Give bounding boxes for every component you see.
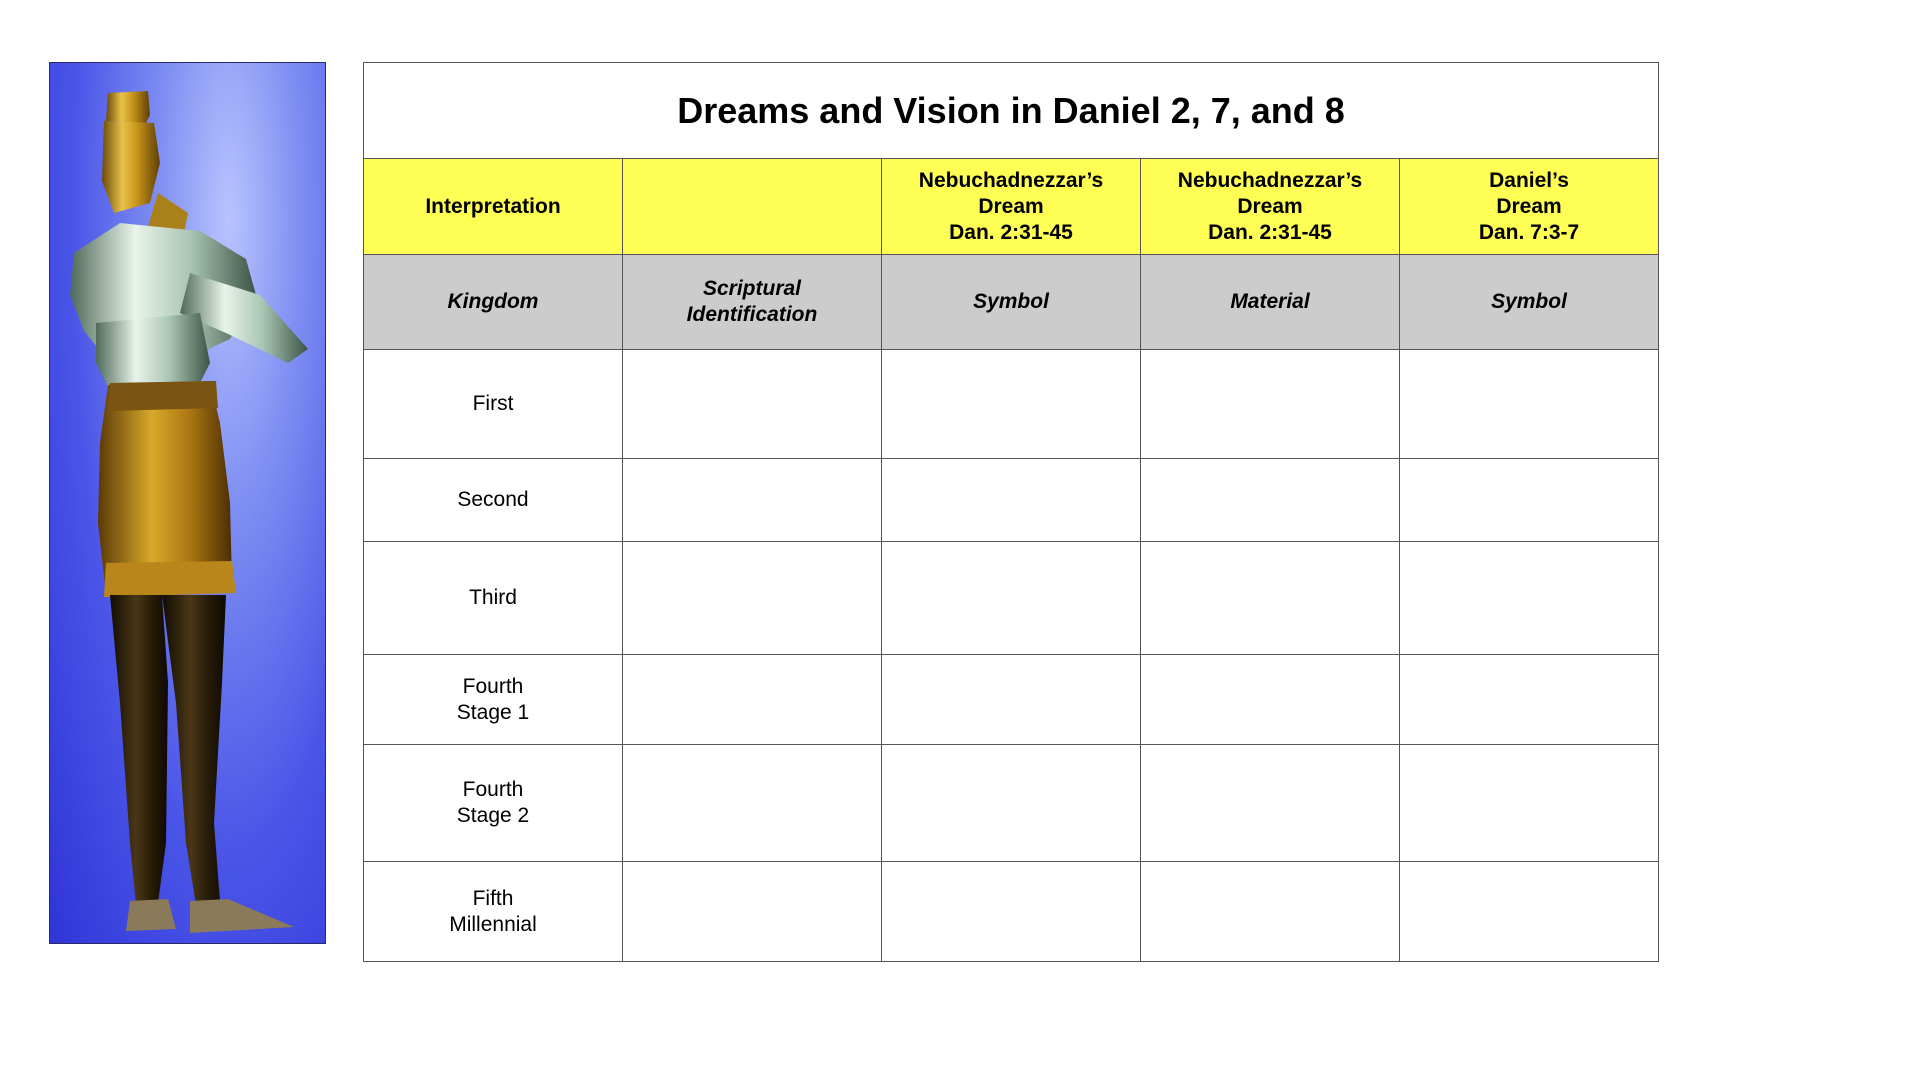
category-header-cell <box>1400 255 1659 350</box>
cell-text-line: Material <box>1230 290 1310 313</box>
statue-image <box>49 62 326 944</box>
kingdom-label-cell <box>364 655 623 745</box>
source-header-cell <box>1141 159 1400 255</box>
cell-text-line: Scriptural <box>702 277 802 300</box>
kingdom-label-cell <box>364 350 623 459</box>
cell-text-line: Fifth <box>472 886 514 910</box>
answer-cell[interactable] <box>1141 745 1400 862</box>
table-row <box>364 745 1659 862</box>
answer-cell[interactable] <box>623 655 882 745</box>
answer-cell[interactable] <box>1400 862 1659 962</box>
source-header-cell <box>623 159 882 255</box>
category-header-cell <box>623 255 882 350</box>
answer-cell[interactable] <box>1141 862 1400 962</box>
source-header-cell <box>882 159 1141 255</box>
daniel-dreams-table <box>363 62 1659 962</box>
cell-text-line: Kingdom <box>447 290 539 313</box>
cell-text-line: Dan. 7:3-7 <box>1478 220 1580 244</box>
cell-text-line: Fourth <box>462 778 524 801</box>
cell-text-line: Identification <box>686 303 818 326</box>
cell-text-line: First <box>472 392 514 415</box>
kingdom-label-cell <box>364 459 623 542</box>
answer-cell[interactable] <box>882 862 1141 962</box>
answer-cell[interactable] <box>623 542 882 655</box>
kingdom-label-cell <box>364 862 623 962</box>
table-row <box>364 459 1659 542</box>
cell-text-line: Nebuchadnezzar’s <box>1177 168 1363 192</box>
cell-text-line: Third <box>469 586 517 609</box>
answer-cell[interactable] <box>882 459 1141 542</box>
cell-text-line: Symbol <box>1491 290 1567 313</box>
answer-cell[interactable] <box>623 745 882 862</box>
table-row <box>364 862 1659 962</box>
cell-text-line: Millennial <box>449 912 537 936</box>
cell-text-line: Stage 1 <box>456 700 530 724</box>
source-header-cell <box>364 159 623 255</box>
table-row <box>364 350 1659 459</box>
category-header-cell <box>364 255 623 350</box>
answer-cell[interactable] <box>1400 655 1659 745</box>
table-title: Dreams and Vision in Daniel 2, 7, and 8 <box>364 63 1659 159</box>
answer-cell[interactable] <box>1141 542 1400 655</box>
table-row <box>364 542 1659 655</box>
cell-text-line: Dream <box>978 194 1044 218</box>
answer-cell[interactable] <box>1141 655 1400 745</box>
cell-text-line: Dream <box>1496 194 1562 218</box>
cell-text-line: Interpretation <box>425 194 561 218</box>
cell-text-line: Nebuchadnezzar’s <box>918 168 1104 192</box>
header-row-categories <box>364 255 1659 350</box>
answer-cell[interactable] <box>1400 459 1659 542</box>
category-header-cell <box>882 255 1141 350</box>
cell-text-line: Dan. 2:31-45 <box>949 220 1073 244</box>
answer-cell[interactable] <box>1141 459 1400 542</box>
kingdom-label-cell <box>364 745 623 862</box>
table-row <box>364 655 1659 745</box>
answer-cell[interactable] <box>623 862 882 962</box>
cell-text-line: Symbol <box>973 290 1049 313</box>
cell-text-line: Second <box>457 488 529 511</box>
title-row <box>364 63 1659 159</box>
cell-text-line: Daniel’s <box>1489 168 1569 192</box>
answer-cell[interactable] <box>623 459 882 542</box>
answer-cell[interactable] <box>1400 542 1659 655</box>
cell-text-line: Fourth <box>462 674 524 698</box>
answer-cell[interactable] <box>1400 745 1659 862</box>
answer-cell[interactable] <box>882 542 1141 655</box>
answer-cell[interactable] <box>1400 350 1659 459</box>
header-row-sources <box>364 159 1659 255</box>
cell-text-line: Dan. 2:31-45 <box>1208 220 1332 244</box>
statue-figure-graphic <box>50 63 326 944</box>
answer-cell[interactable] <box>623 350 882 459</box>
answer-cell[interactable] <box>882 350 1141 459</box>
category-header-cell <box>1141 255 1400 350</box>
source-header-cell <box>1400 159 1659 255</box>
answer-cell[interactable] <box>882 655 1141 745</box>
answer-cell[interactable] <box>882 745 1141 862</box>
kingdom-label-cell <box>364 542 623 655</box>
cell-text-line: Dream <box>1237 194 1303 218</box>
cell-text-line: Stage 2 <box>456 804 530 827</box>
answer-cell[interactable] <box>1141 350 1400 459</box>
